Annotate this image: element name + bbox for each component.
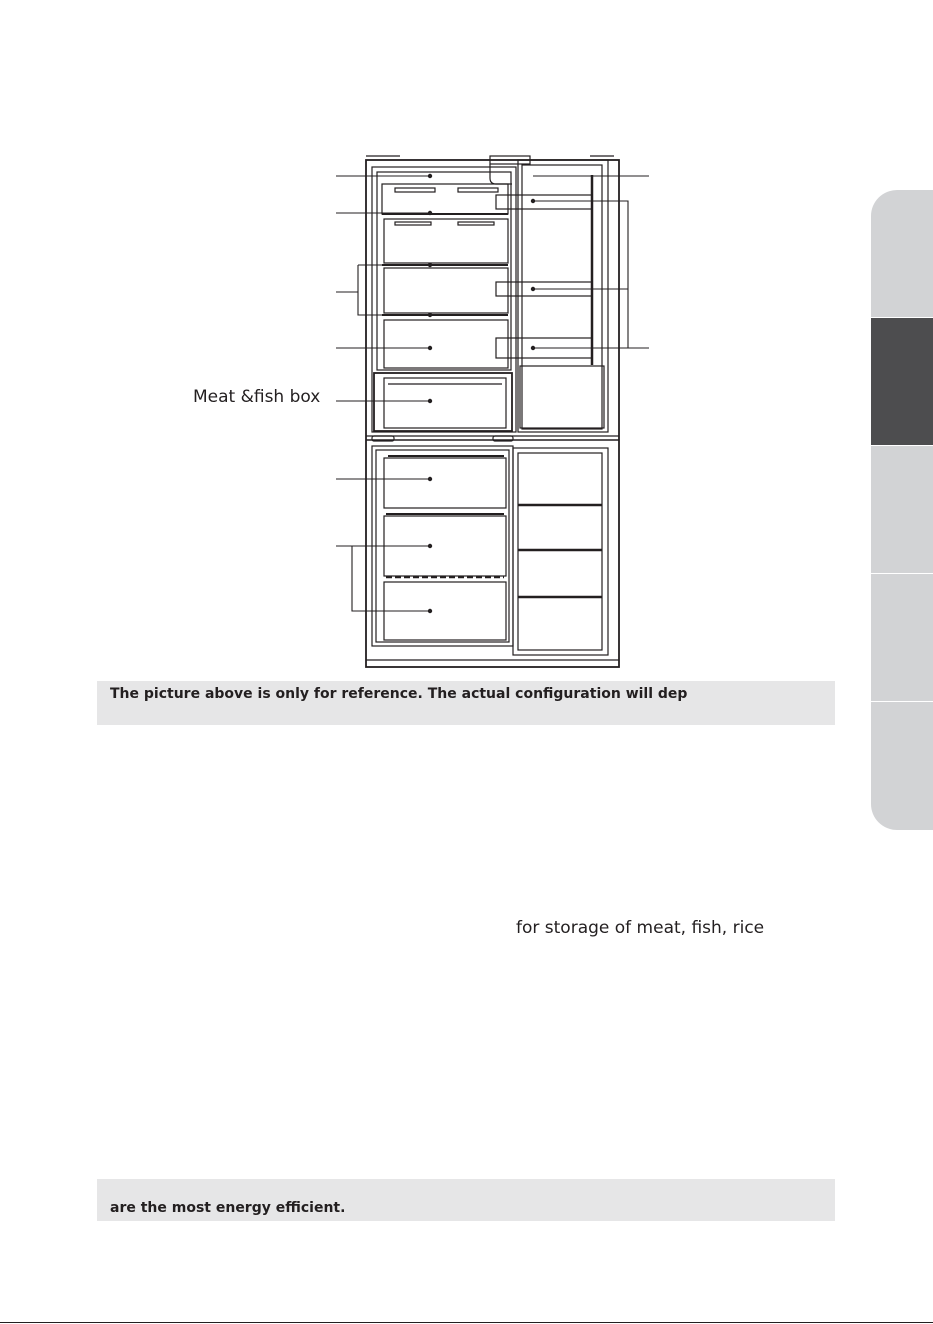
storage-text: for storage of meat, fish, rice	[516, 918, 765, 938]
energy-note-text: are the most energy efficient.	[110, 1200, 346, 1216]
meat-fish-box-label: Meat &fish box	[193, 387, 321, 407]
reference-note-text: The picture above is only for reference. The actual configuration will dep	[110, 686, 688, 702]
footer-rule	[0, 1322, 933, 1323]
reference-note	[97, 681, 835, 725]
energy-note	[97, 1179, 835, 1221]
side-tab-5[interactable]	[871, 702, 933, 830]
